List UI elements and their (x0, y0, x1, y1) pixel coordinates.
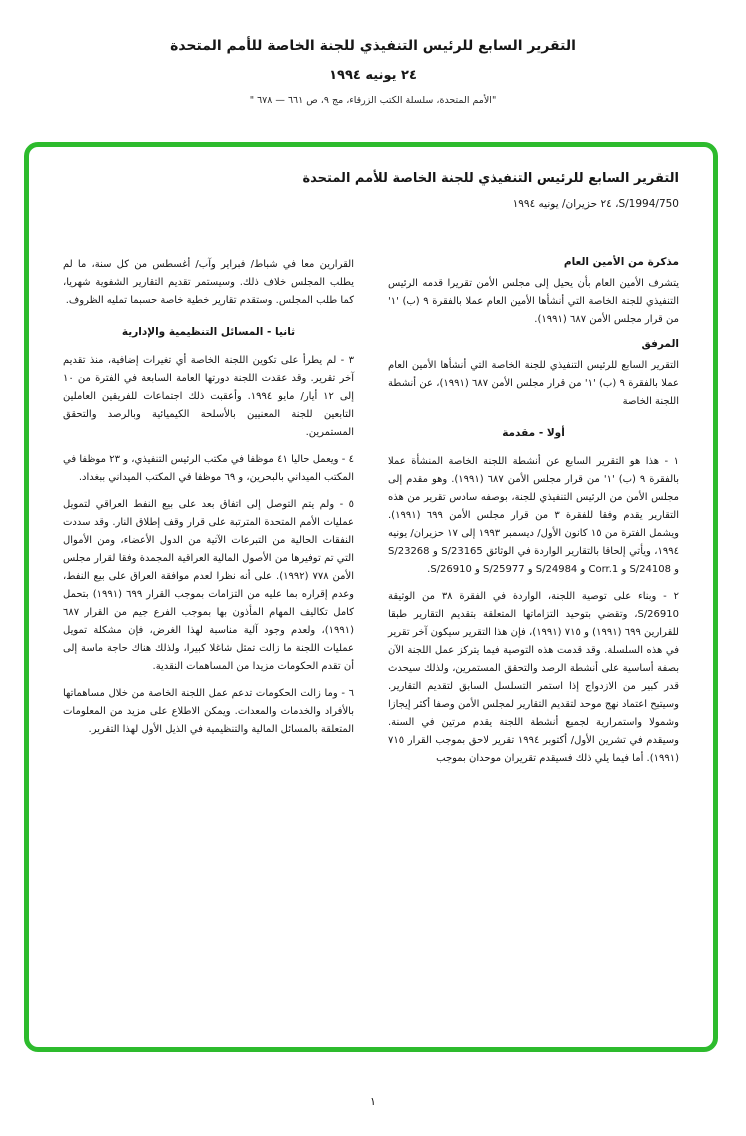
paragraph-continuation: القرارين معا في شباط/ فبراير وآب/ أغسطس من كل سنة، ما لم يطلب المجلس خلاف ذلك. وسيستمر تقديم التقارير الشفوية شهريا، كما طلب المجلس. وستقدم تقارير خطية خاصة حسبما تمليه الظروف. (63, 258, 354, 306)
header-source-citation: "الأمم المتحدة، سلسلة الكتب الزرقاء، مج ٩، ص ٦٦١ — ٦٧٨ " (249, 95, 497, 106)
page-header (0, 38, 746, 106)
paragraph-1: ١ - هذا هو التقرير السابع عن أنشطة اللجنة الخاصة المنشأة عملا بالفقرة ٩ (ب) '١' من قرار مجلس الأمن ٦٨٧ (١٩٩١). وهو مقدم إلى مجلس الأمن من الرئيس التنفيذي للجنة، بوصفه سادس تقرير من هذه التقارير يقدم وفقا للفقرة ٣ من قرار مجلس الأمن ٦٩٩ (١٩٩١). ويشمل الفترة من ١٥ كانون الأول/ ديسمبر ١٩٩٣ إلى ١٧ حزيران/ يونيه ١٩٩٤، ويأتي إلحاقا بالتقارير الواردة في الوثائق S/23165 و S/23268 و S/24108 و Corr.1 و S/24984 و S/25977 و S/26910. (388, 455, 680, 575)
section-heading-annex: المرفق (641, 337, 679, 350)
paragraph-annex: التقرير السابع للرئيس التنفيذي للجنة الخاصة التي أنشأها الأمين العام عملا بالفقرة ٩ (ب) '١' من قرار مجلس الأمن ٦٨٧ (١٩٩١)، عن أنشطة اللجنة الخاصة (388, 359, 679, 407)
document-title-block (29, 147, 713, 190)
paragraph-note: يتشرف الأمين العام بأن يحيل إلى مجلس الأمن تقريرا قدمه الرئيس التنفيذي للجنة الخاصة التي أنشأها الأمين العام عملا بالفقرة ٩ (ب) '١' من قرار مجلس الأمن ٦٨٧ (١٩٩١). (388, 277, 680, 325)
header-date: ٢٤ يونيه ١٩٩٤ (329, 68, 417, 83)
header-title: التقرير السابع للرئيس التنفيذي للجنة الخاصة للأمم المتحدة (170, 38, 576, 54)
column-right (388, 256, 679, 777)
paragraph-6: ٦ - وما زالت الحكومات تدعم عمل اللجنة الخاصة من خلال مساهماتها بالأفراد والخدمات والمعدات. ويمكن الاطلاع على مزيد من المعلومات المتعلقة بالمسائل المالية والتنظيمية في الذيل الأول لهذا التقرير. (63, 687, 354, 735)
paragraph-5: ٥ - ولم يتم التوصل إلى اتفاق بعد على بيع النفط العراقي لتمويل عمليات الأمم المتحدة المترتبة على قرار وقف إطلاق النار. وقد سددت النفقات الحالية من التبرعات الآتية من الدول الأعضاء، ومن الأموال التي تم توفيرها من الأصول المالية العراقية المجمدة وفقا لقرار مجلس الأمن ٧٧٨ (١٩٩٢). على أنه نظرا لعدم موافقة العراق على بيع النفط، وعدم إقراره بما عليه من التزامات بموجب القرار ٦٩٩ (١٩٩١) بتحمل كامل تكاليف المهام المأذون بها بموجب الفرع جيم من القرار ٦٨٧ (١٩٩١)، ولعدم وجود آلية مناسبة لهذا الغرض، فإن مشكلة تمويل عمليات اللجنة ما زالت تمثل شاغلا كبيرا، ولذلك هناك حاجة ماسة إلى أن تقدم الحكومات مزيدا من المساهمات النقدية. (63, 498, 354, 672)
paragraph-2: ٢ - وبناء على توصية اللجنة، الواردة في الفقرة ٣٨ من الوثيقة S/26910، وتقضي بتوحيد التزاماتها المتعلقة بتقديم التقارير طبقا للقرارين ٦٩٩ (١٩٩١) و ٧١٥ (١٩٩١)، فإن هذا التقرير سيكون آخر تقرير في هذه السلسلة. وقد قدمت هذه التوصية فيما يتركز عمل اللجنة الآن بصفة أساسية على أنشطة الرصد والتحقق المستمرين، ولذلك سيحدث قدر كبير من الازدواج إذا استمر التسلسل السابق لتقديم التقارير. وسيتيح اعتماد نهج موحد لتقديم التقارير لمجلس الأمن وصفا أكثر إيجازا وشمولا واستمرارية لجميع أنشطة اللجنة يقدم مرتين في السنة. وسيقدم في تشرين الأول/ أكتوبر ١٩٩٤ تقرير لاحق بموجب القرار ٧١٥ (١٩٩١). أما فيما يلي ذلك فسيقدم تقريران موحدان بموجب (388, 590, 679, 764)
two-column-body (29, 256, 713, 777)
section-heading-introduction: أولا - مقدمة (502, 426, 565, 439)
column-left (63, 256, 354, 777)
document-title: التقرير السابع للرئيس التنفيذي للجنة الخاصة للأمم المتحدة (302, 171, 679, 186)
page-number: ١ (370, 1095, 376, 1108)
paragraph-3: ٣ - لم يطرأ على تكوين اللجنة الخاصة أي تغيرات إضافية، منذ تقديم آخر تقرير. وقد عقدت اللجنة دورتها العامة السابعة في الفترة من ١٠ إلى ١٢ أيار/ مايو ١٩٩٤. وأعقبت ذلك اجتماعات للفريقين العاملين التابعين للجنة المعنيين بالأسلحة الكيميائية وبالرصد والتحقق المستمرين. (63, 354, 354, 438)
document-reference: S/1994/750، ٢٤ حزيران/ يونيه ١٩٩٤ (512, 197, 679, 210)
document-frame (24, 142, 718, 1052)
section-heading-note: مذكرة من الأمين العام (563, 255, 679, 268)
section-heading-organizational: ثانيا - المسائل التنظيمية والإدارية (121, 325, 296, 338)
paragraph-4: ٤ - ويعمل حاليا ٤١ موظفا في مكتب الرئيس التنفيذي، و ٢٣ موظفا في المكتب الميداني بالبحرين، و ٦٩ موظفا في المكتب الميداني ببغداد. (63, 453, 354, 483)
